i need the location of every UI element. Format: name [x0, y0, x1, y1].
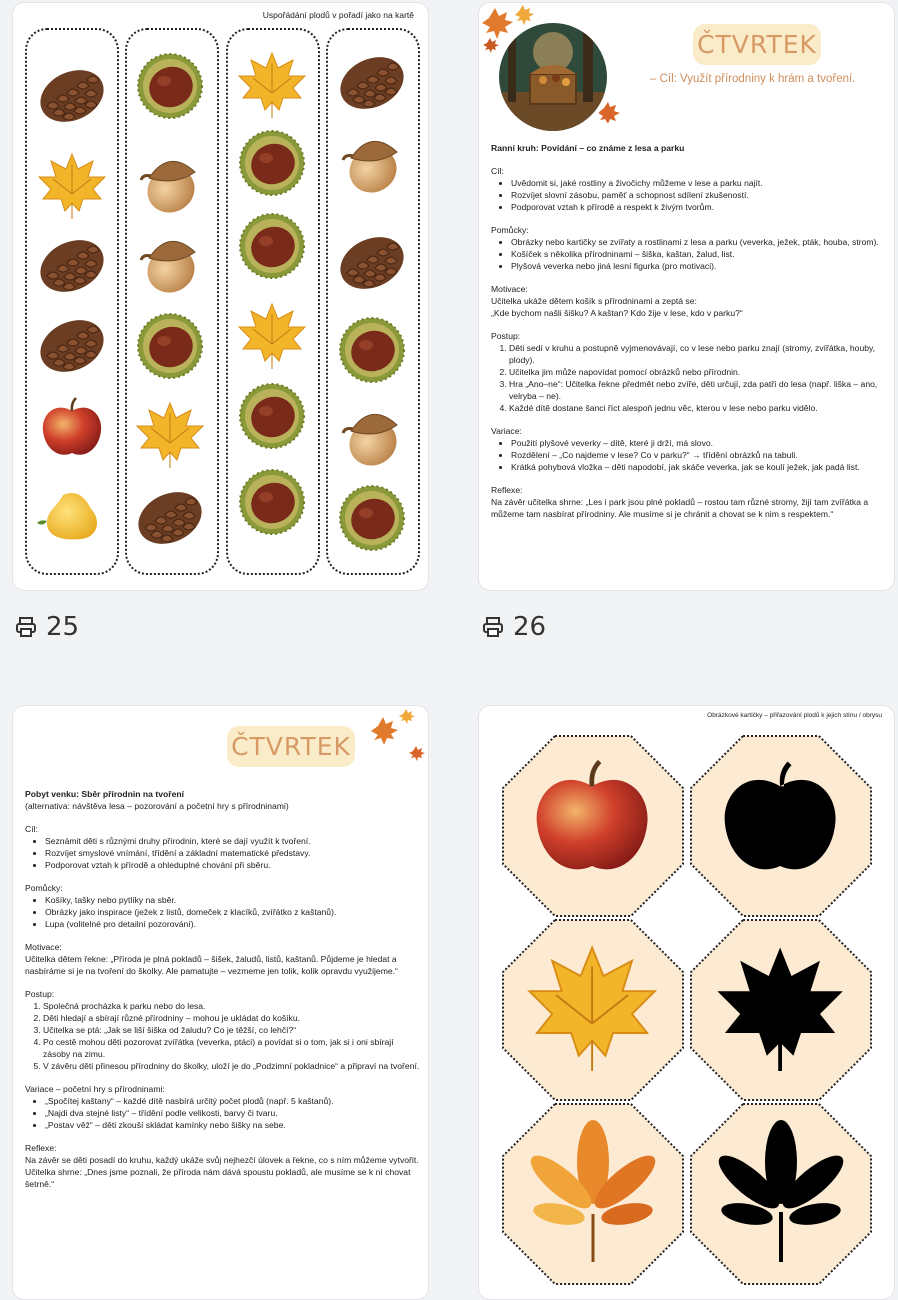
sheet-title: Obrázkové kartičky – přiřazování plodů k jejich stínu / obrysu [707, 712, 882, 719]
list-item: • Plyšová veverka nebo jiná lesní figurka (pro motivaci). [511, 260, 886, 272]
page-number: 25 [46, 612, 80, 642]
card-apple-shadow[interactable] [689, 734, 873, 918]
page-card-27[interactable] [12, 705, 429, 1300]
procedure-list [491, 342, 886, 414]
page-card-25[interactable] [12, 2, 429, 591]
list-item: • Obrázky jako inspirace (ježek z listů, domeček z klacíků, zvířátko z kaštanů). [45, 906, 420, 918]
day-goal: – Cíl: Využít přírodniny k hrám a tvoření. [650, 73, 856, 85]
list-item: • „Postav věž“ – děti zkouší skládat kamínky nebo šišky na sebe. [45, 1119, 420, 1131]
card-apple[interactable] [501, 734, 685, 918]
list-item: • Krátká pohybová vložka – děti napodobí, jak skáče veverka, jak se koulí ježek, jak padá list. [511, 461, 886, 473]
motivation-label: Motivace: [491, 284, 528, 294]
motivation-text: „Kde bychom našli šišku? A kaštan? Kdo žije v lese, kdo v parku?“ [491, 308, 743, 318]
list-item: 2. Děti hledají a sbírají různé přírodniny – mohou je ukládat do košíku. [43, 1012, 420, 1024]
list-item: • Obrázky nebo kartičky se zvířaty a rostlinami z lesa a parku (veverka, ježek, pták, houba, strom). [511, 236, 886, 248]
procedure-list [25, 1000, 420, 1072]
page-number: 26 [513, 612, 547, 642]
chestnut-icon [131, 51, 209, 121]
pinecone-icon [333, 228, 411, 298]
list-item: 1. Společná procházka k parku nebo do lesa. [43, 1000, 420, 1012]
list-item: • Košíček s několika přírodninami – šiška, kaštan, žalud, list. [511, 248, 886, 260]
chestnut-icon [333, 483, 411, 553]
reflection-text: Na závěr učitelka shrne: „Les i park jsou plné pokladů – rostou tam různé stromy, žijí tam zvířátka a můžeme tam nasbírat přírodniny. Ale musíme si je chránit a chovat se k nim s respektem.“ [491, 497, 869, 519]
acorn-icon [333, 128, 411, 198]
list-item: 1. Děti sedí v kruhu a postupně vyjmenovávají, co v lese nebo parku znají (stromy, zvířátka, houby, plody). [509, 342, 886, 366]
list-item: 4. Každé dítě dostane šanci říct alespoň jednu věc, kterou v lese nebo parku vidělo. [509, 402, 886, 414]
reflection-label: Reflexe: [491, 485, 523, 495]
day-title: ČTVRTEK [227, 726, 355, 767]
apple-icon [33, 393, 111, 463]
variations-label: Variace – početní hry s přírodninami: [25, 1084, 165, 1094]
procedure-label: Postup: [491, 331, 521, 341]
section-heading: Ranní kruh: Povídání – co známe z lesa a parku [491, 143, 685, 153]
autumn-leaves-decoration [348, 706, 428, 781]
list-item: • Rozdělení – „Co najdeme v lese? Co v parku?“ → třídění obrázků na tabuli. [511, 449, 886, 461]
list-item: • „Najdi dva stejné listy“ – třídění podle velikosti, barvy či tvaru. [45, 1107, 420, 1119]
maple-leaf-icon [233, 299, 311, 369]
pinecone-icon [131, 483, 209, 553]
list-item: 4. Po cestě mohou děti pozorovat zvířátka (veverka, ptáci) a povídat si o tom, jak si i oni sbírají zásoby na zimu. [43, 1036, 420, 1060]
list-item: • Uvědomit si, jaké rostliny a živočichy můžeme v lese a parku najít. [511, 177, 886, 189]
lesson-text [491, 142, 886, 520]
list-item: 5. V závěru děti přinesou přírodniny do školky, uloží je do „Podzimní pokladnice“ a připraví na tvoření. [43, 1060, 420, 1072]
list-item: • Lupa (volitelné pro detailní pozorování). [45, 918, 420, 930]
list-item: • Použití plyšové veverky – dítě, které ji drží, má slovo. [511, 437, 886, 449]
variations-list [491, 437, 886, 473]
procedure-label: Postup: [25, 989, 55, 999]
card-chestnut-leaf[interactable] [501, 1102, 685, 1286]
list-item: 2. Učitelka jim může napovídat pomocí obrázků nebo přírodnin. [509, 366, 886, 378]
aids-list [491, 236, 886, 272]
variations-list [25, 1095, 420, 1131]
forest-treasure-chest-image [498, 22, 608, 132]
day-title: ČTVRTEK [693, 24, 821, 65]
chestnut-icon [131, 311, 209, 381]
print-page-26[interactable] [481, 612, 546, 642]
maple-leaf-icon [131, 398, 209, 468]
list-item: 3. Učitelka se ptá: „Jak se liší šiška od žaludu? Co je těžší, co lehčí?“ [43, 1024, 420, 1036]
lesson-text [25, 788, 420, 1190]
list-item: • „Spočítej kaštany“ – každé dítě nasbírá určitý počet plodů (např. 5 kaštanů). [45, 1095, 420, 1107]
acorn-icon [333, 401, 411, 471]
aids-label: Pomůcky: [491, 225, 529, 235]
list-item: • Podporovat vztah k přírodě a respekt k živým tvorům. [511, 201, 886, 213]
chestnut-icon [233, 467, 311, 537]
reflection-label: Reflexe: [25, 1143, 57, 1153]
list-item: • Podporovat vztah k přírodě a ohleduplné chování při sběru. [45, 859, 420, 871]
list-item: • Košíky, tašky nebo pytlíky na sběr. [45, 894, 420, 906]
pinecone-icon [33, 311, 111, 381]
pinecone-icon [333, 48, 411, 118]
list-item: • Rozvíjet smyslové vnímání, třídění a základní matematické představy. [45, 847, 420, 859]
chestnut-icon [233, 128, 311, 198]
aim-list [491, 177, 886, 213]
acorn-icon [131, 148, 209, 218]
page-card-26[interactable] [478, 2, 895, 591]
maple-leaf-icon [233, 48, 311, 118]
sheet-title: Uspořádání plodů v pořadí jako na kartě [262, 10, 414, 20]
pear-icon [33, 475, 111, 545]
chestnut-icon [333, 315, 411, 385]
chestnut-icon [233, 381, 311, 451]
pinecone-icon [33, 231, 111, 301]
motivation-label: Motivace: [25, 942, 62, 952]
chestnut-icon [233, 211, 311, 281]
list-item: • Rozvíjet slovní zásobu, paměť a schopnost sdílení zkušeností. [511, 189, 886, 201]
printer-icon [14, 615, 38, 639]
list-item: • Seznámit děti s různými druhy přírodnin, které se dají využít k tvoření. [45, 835, 420, 847]
aim-list [25, 835, 420, 871]
page-card-28[interactable] [478, 705, 895, 1300]
pinecone-icon [33, 61, 111, 131]
section-heading: Pobyt venku: Sběr přírodnin na tvoření [25, 789, 185, 799]
acorn-icon [131, 228, 209, 298]
card-chestnut-leaf-shadow[interactable] [689, 1102, 873, 1286]
section-subheading: (alternativa: návštěva lesa – pozorování a početní hry s přírodninami) [25, 801, 289, 811]
card-maple-leaf-shadow[interactable] [689, 918, 873, 1102]
list-item: 3. Hra „Ano–ne“: Učitelka řekne předmět nebo zvíře, děti určují, zda patří do lesa (např. liška – ano, velryba – ne). [509, 378, 886, 402]
reflection-text: Na závěr se děti posadí do kruhu, každý ukáže svůj nejhezčí úlovek a řekne, co s ním můžeme vytvořit. Učitelka shrne: „Dnes jsme poznali, že příroda nám dává spoustu pokladů, ale musíme se k ní chovat šetrně.“ [25, 1155, 419, 1189]
maple-leaf-icon [33, 149, 111, 219]
printer-icon [481, 615, 505, 639]
aids-list [25, 894, 420, 930]
aim-label: Cíl: [491, 166, 504, 176]
print-page-25[interactable] [14, 612, 79, 642]
motivation-text: Učitelka ukáže dětem košík s přírodninami a zeptá se: [491, 296, 697, 306]
leaf-decoration [599, 98, 629, 123]
aids-label: Pomůcky: [25, 883, 63, 893]
motivation-text: Učitelka dětem řekne: „Příroda je plná pokladů – šišek, žaludů, listů, kaštanů. Půjdeme je hledat a nasbíráme si je na tvoření do školky. Ale pamatujte – vezmeme jen tolik, kolik opravdu využijeme.“ [25, 954, 398, 976]
aim-label: Cíl: [25, 824, 38, 834]
variations-label: Variace: [491, 426, 522, 436]
card-maple-leaf[interactable] [501, 918, 685, 1102]
